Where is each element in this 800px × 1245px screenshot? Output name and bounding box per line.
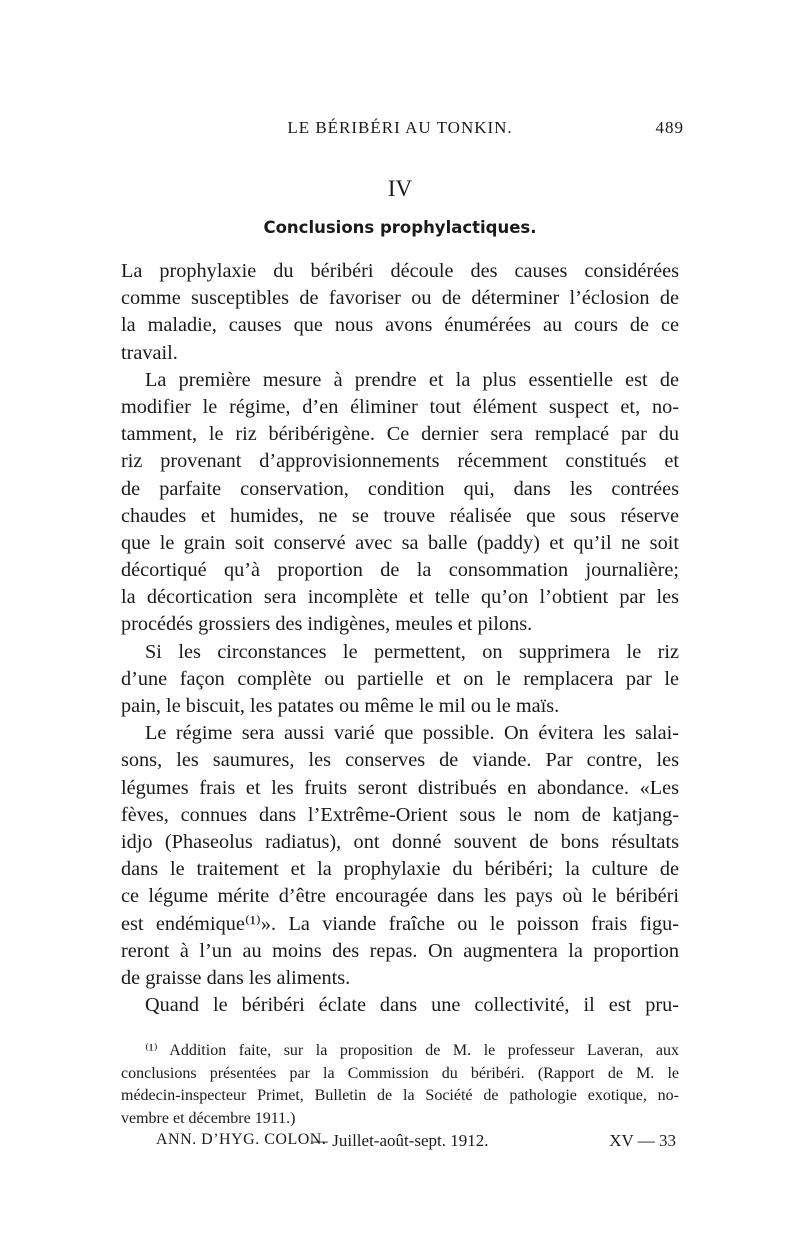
body-line: Quand le béribéri éclate dans une collectivité, il est pru-: [145, 994, 679, 1017]
footnote-line: ⁽¹⁾ Addition faite, sur la proposition de M. le professeur Laveran, aux: [145, 1042, 679, 1059]
body-line: de graisse dans les aliments.: [121, 966, 351, 989]
body-line: La première mesure à prendre et la plus essentielle est de: [145, 368, 679, 391]
body-line: d’une façon complète ou partielle et on le remplacera par le: [121, 667, 679, 690]
section-title: Conclusions prophylactiques.: [263, 218, 537, 237]
body-line: Si les circonstances le permettent, on supprimera le riz: [145, 640, 679, 663]
body-line: travail.: [121, 341, 178, 364]
body-line: La prophylaxie du béribéri découle des causes considérées: [121, 260, 679, 282]
body-line: Le régime sera aussi varié que possible. On évitera les salai-: [145, 722, 679, 745]
body-line: chaudes et humides, ne se trouve réalisée que sous réserve: [121, 504, 679, 527]
body-line: modifier le régime, d’en éliminer tout élément suspect et, no-: [121, 395, 679, 418]
body-line: décortiqué qu’à proportion de la consommation journalière;: [121, 559, 679, 582]
body-line: la décortication sera incomplète et telle qu’on l’obtient par les: [121, 586, 679, 609]
signature-line: [156, 1131, 676, 1157]
footnote-line: vembre et décembre 1911.): [121, 1109, 296, 1127]
footnote-line: médecin-inspecteur Primet, Bulletin de la Société de pathologie exotique, no-: [121, 1087, 679, 1104]
body-line: ce légume mérite d’être encouragée dans les pays où le béribéri: [121, 885, 679, 908]
body-line: que le grain soit conservé avec sa balle (paddy) et qu’il ne soit: [121, 531, 679, 554]
running-title: LE BÉRIBÉRI AU TONKIN.: [287, 118, 513, 137]
body-line: idjo (Phaseolus radiatus), ont donné souvent de bons résultats: [121, 830, 679, 853]
body-line: légumes frais et les fruits seront distribués en abondance. «Les: [121, 776, 679, 799]
body-line: fèves, connues dans l’Extrême-Orient sous le nom de katjang-: [121, 803, 679, 826]
body-line: de parfaite conservation, condition qui, dans les contrées: [121, 477, 679, 500]
running-head: [120, 118, 684, 142]
body-line: tamment, le riz béribérigène. Ce dernier sera remplacé par du: [121, 423, 679, 446]
page-number: 489: [655, 118, 684, 137]
body-line: est endémique⁽¹⁾». La viande fraîche ou le poisson frais figu-: [121, 912, 679, 935]
footnotes: [121, 1040, 679, 1130]
body-line: sons, les saumures, les conserves de viande. Par contre, les: [121, 749, 679, 772]
body-line: riz provenant d’approvisionnements récemment constitués et: [121, 450, 679, 473]
section-number: IV: [387, 176, 413, 201]
issue-date: — Juillet-août-sept. 1912.: [311, 1131, 489, 1150]
body-line: dans le traitement et la prophylaxie du béribéri; la culture de: [121, 858, 679, 881]
body-line: pain, le biscuit, les patates ou même le mil ou le maïs.: [121, 695, 560, 717]
body-line: comme susceptibles de favoriser ou de déterminer l’éclosion de: [121, 287, 679, 310]
body-line: procédés grossiers des indigènes, meules et pilons.: [121, 613, 533, 636]
journal-abbreviation: ANN. D’HYG. COLON.: [156, 1131, 327, 1148]
body-line: la maladie, causes que nous avons énumérées au cours de ce: [121, 314, 679, 337]
body-line: reront à l’un au moins des repas. On augmentera la proportion: [121, 939, 679, 962]
body-text: [121, 258, 679, 1019]
volume-signature: XV — 33: [609, 1131, 676, 1150]
footnote-line: conclusions présentées par la Commission du béribéri. (Rapport de M. le: [121, 1064, 679, 1082]
